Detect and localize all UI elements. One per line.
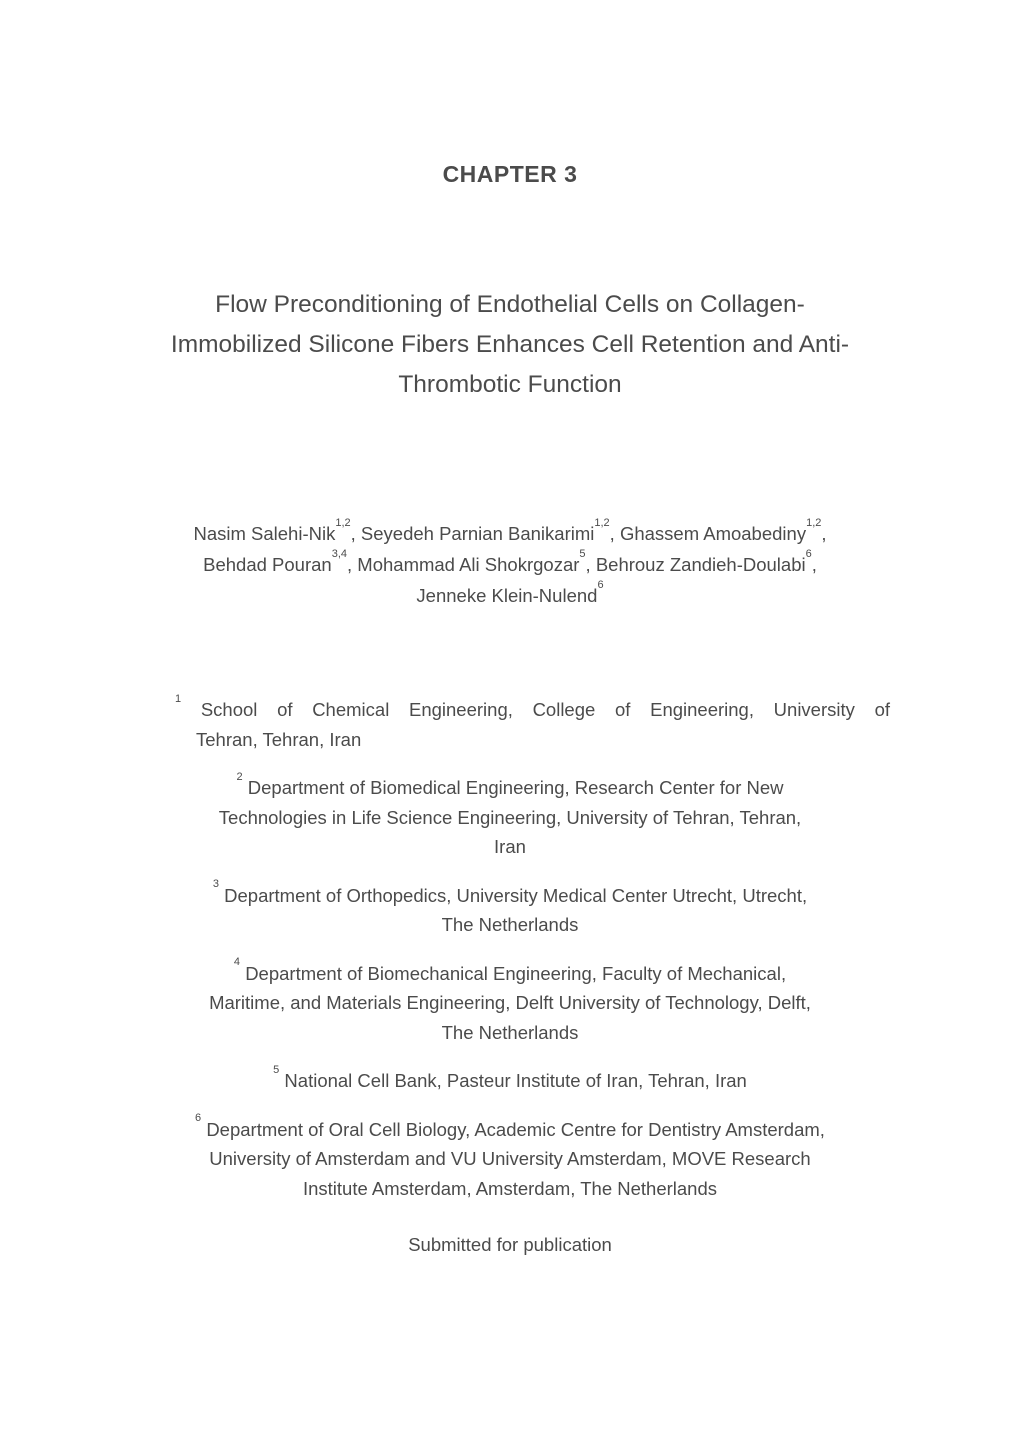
author-name: Nasim Salehi-Nik (193, 523, 336, 544)
paper-title-line: Flow Preconditioning of Endothelial Cells on Collagen- (215, 291, 805, 318)
affiliation-line: University of Amsterdam and VU University Amsterdam, MOVE Research (209, 1148, 811, 1169)
affiliation-line (128, 878, 892, 911)
affiliation-number-sup: 3 (212, 878, 219, 891)
affiliation-number-sup: 5 (273, 1063, 280, 1076)
author-name: Jenneke Klein-Nulend (416, 585, 598, 606)
affiliation-3 (128, 878, 892, 940)
chapter-heading: CHAPTER 3 (442, 161, 578, 187)
author-affiliation-sup: 1,2 (594, 516, 610, 529)
affiliation-4 (128, 956, 892, 1048)
affiliation-text: School of Chemical Engineering, College of Engineering, University of (200, 699, 891, 720)
paper-title-line: Immobilized Silicone Fibers Enhances Cell Retention and Anti- (170, 331, 850, 358)
author-name: Ghassem Amoabediny (619, 523, 807, 544)
author-affiliation-sup: 6 (597, 578, 604, 591)
author-name: Mohammad Ali Shokrgozar (357, 554, 580, 575)
affiliation-line (175, 692, 891, 725)
author-separator: , (347, 554, 358, 575)
affiliation-line: The Netherlands (441, 914, 579, 935)
paper-title (128, 285, 892, 405)
affiliation-text: Department of Biomedical Engineering, Research Center for New (247, 777, 784, 798)
affiliation-list (128, 692, 892, 1203)
affiliation-1 (175, 692, 891, 754)
affiliation-number-sup: 2 (236, 770, 243, 783)
author-separator: , (609, 523, 620, 544)
affiliation-2 (128, 770, 892, 862)
author-name: Seyedeh Parnian Banikarimi (360, 523, 595, 544)
affiliation-line: Iran (494, 836, 526, 857)
affiliation-text: Department of Oral Cell Biology, Academic Centre for Dentistry Amsterdam, (206, 1118, 825, 1140)
affiliation-line (128, 770, 892, 803)
author-name: Behdad Pouran (203, 554, 332, 575)
paper-title-line: Thrombotic Function (398, 371, 622, 398)
affiliation-line: Maritime, and Materials Engineering, Delft University of Technology, Delft, (209, 992, 811, 1013)
author-affiliation-sup: 6 (805, 547, 812, 560)
author-separator: , (821, 523, 827, 544)
affiliation-line: Tehran, Tehran, Iran (196, 728, 362, 750)
author-affiliation-sup: 1,2 (335, 516, 351, 529)
affiliation-number-sup: 4 (233, 956, 241, 969)
author-affiliation-sup: 1,2 (806, 516, 822, 529)
affiliation-text: Department of Biomechanical Engineering, Faculty of Mechanical, (245, 962, 787, 984)
affiliation-5 (128, 1063, 892, 1096)
affiliation-line: Technologies in Life Science Engineering, University of Tehran, Tehran, (218, 806, 802, 828)
affiliation-number-sup: 1 (175, 692, 182, 705)
affiliation-line (128, 1063, 892, 1096)
author-separator: , (350, 523, 361, 544)
document-page (128, 0, 892, 1260)
author-affiliation-sup: 3,4 (331, 547, 348, 560)
affiliation-line: The Netherlands (441, 1021, 579, 1043)
author-affiliation-sup: 5 (579, 547, 586, 560)
author-separator: , (585, 554, 596, 575)
author-list (128, 518, 892, 611)
author-name: Behrouz Zandieh-Doulabi (595, 554, 806, 575)
affiliation-text: National Cell Bank, Pasteur Institute of Iran, Tehran, Iran (284, 1070, 747, 1091)
affiliation-line (128, 1112, 892, 1145)
affiliation-6 (128, 1112, 892, 1204)
author-separator: , (811, 554, 817, 575)
affiliation-line (128, 956, 892, 989)
affiliation-text: Department of Orthopedics, University Medical Center Utrecht, Utrecht, (224, 884, 808, 906)
affiliation-number-sup: 6 (195, 1112, 202, 1125)
publication-status: Submitted for publication (408, 1234, 612, 1255)
affiliation-line: Institute Amsterdam, Amsterdam, The Netherlands (302, 1177, 718, 1199)
